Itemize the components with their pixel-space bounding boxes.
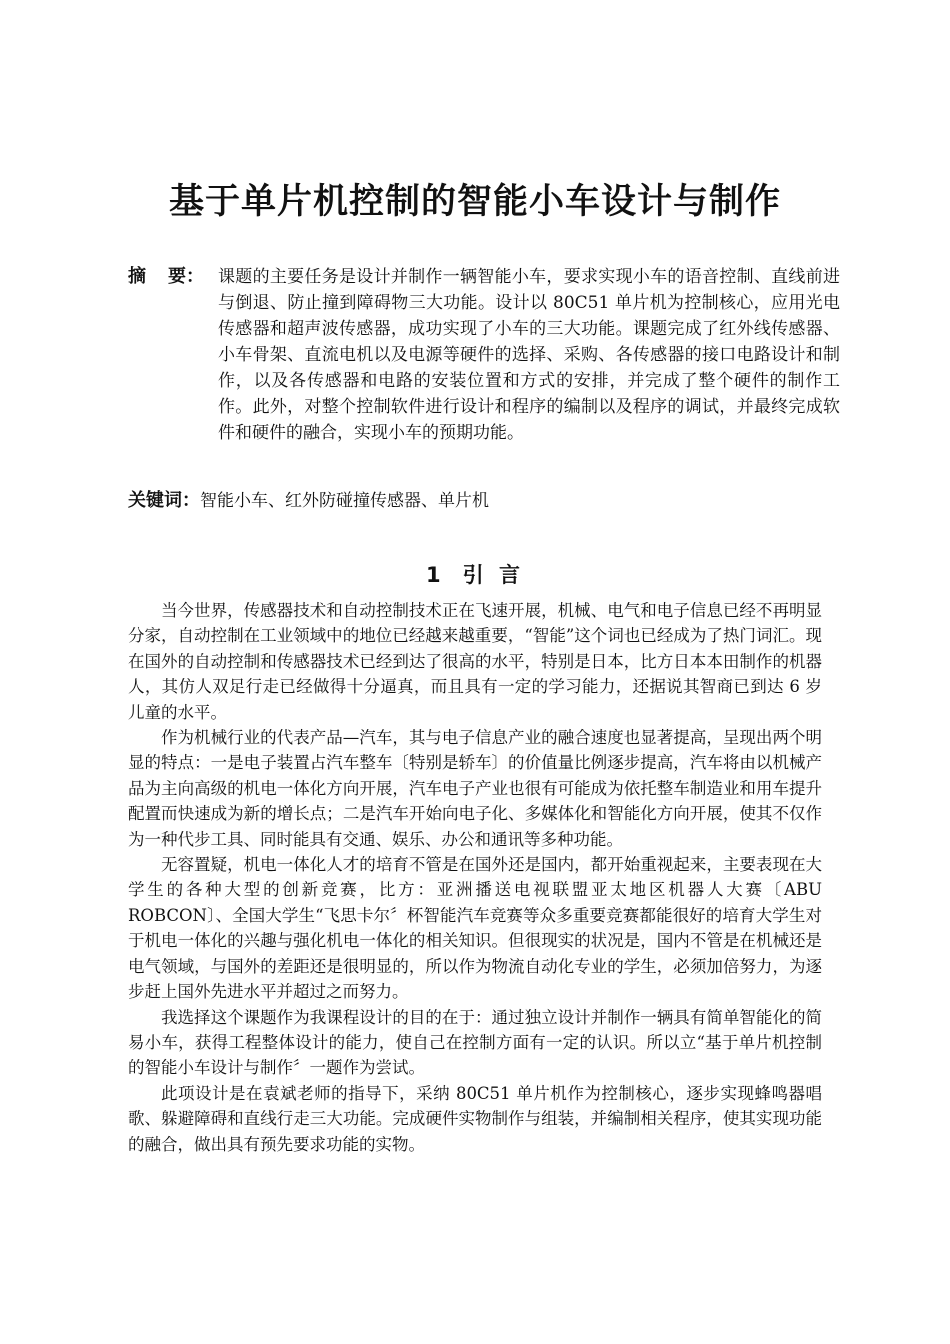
body-text (128, 598, 822, 1157)
keywords-text: 智能小车、红外防碰撞传感器、单片机 (200, 491, 489, 511)
document-title: 基于单片机控制的智能小车设计与制作 (168, 182, 781, 222)
section-heading (0, 560, 950, 590)
abstract-label-char-2: 要 (168, 266, 186, 287)
paragraph-4: 我选择这个课题作为我课程设计的目的在于：通过独立设计并制作一辆具有简单智能化的简易小车，获得工程整体设计的能力，使自己在控制方面有一定的认识。所以立“基于单片机控制的智能小车设计与制作〞一题作为尝试。 (128, 1007, 822, 1078)
section-number: 1 (426, 563, 445, 587)
keywords-line (128, 487, 840, 515)
abstract-label (128, 263, 214, 291)
abstract-label-colon: ： (186, 266, 204, 287)
keywords-label: 关键词： (128, 490, 200, 511)
paragraph-5: 此项设计是在袁斌老师的指导下，采纳 80C51 单片机作为控制核心，逐步实现蜂鸣器唱歌、躲避障碍和直线行走三大功能。完成硬件实物制作与组装，并编制相关程序，使其实现功能的融合，做出具有预先要求功能的实物。 (128, 1083, 822, 1154)
paragraph-3: 无容置疑，机电一体化人才的培育不管是在国外还是国内，都开始重视起来，主要表现在大学生的各种大型的创新竞赛，比方：亚洲播送电视联盟亚太地区机器人大赛〔ABU ROBCON〕、全国大学生“飞思卡尔〞杯智能汽车竞赛等众多重要竞赛都能很好的培育大学生对于机电一体化的兴趣与强化机电一体化的相关知识。但很现实的状况是，国内不管是在机械还是电气领域，与国外的差距还是很明显的，所以作为物流自动化专业的学生，必须加倍努力，为逐步赶上国外先进水平并超过之而努力。 (128, 855, 822, 1002)
abstract-text: 课题的主要任务是设计并制作一辆智能小车，要求实现小车的语音控制、直线前进与倒退、防止撞到障碍物三大功能。设计以 80C51 单片机为控制核心，应用光电传感器和超声波传感器，成功实现了小车的三大功能。课题完成了红外线传感器、小车骨架、直流电机以及电源等硬件的选择、采购、各传感器的接口电路设计和制作，以及各传感器和电路的安装位置和方式的安排，并完成了整个硬件的制作工作。此外，对整个控制软件进行设计和程序的编制以及程序的调试，并最终完成软件和硬件的融合，实现小车的预期功能。 (218, 267, 840, 443)
paragraph-2: 作为机械行业的代表产品—汽车，其与电子信息产业的融合速度也显著提高，呈现出两个明显的特点：一是电子装置占汽车整车〔特别是轿车〕的价值量比例逐步提高，汽车将由以机械产品为主向高级的机电一体化方向开展，汽车电子产业也很有可能成为依托整车制造业和用车提升配置而快速成为新的增长点；二是汽车开始向电子化、多媒体化和智能化方向开展，使其不仅作为一种代步工具、同时能具有交通、娱乐、办公和通讯等多种功能。 (128, 728, 822, 849)
abstract-section (128, 263, 840, 446)
paragraph-1: 当今世界，传感器技术和自动控制技术正在飞速开展，机械、电气和电子信息已经不再明显分家，自动控制在工业领域中的地位已经越来越重要，“智能”这个词也已经成为了热门词汇。现在国外的自动控制和传感器技术已经到达了很高的水平，特别是日本，比方日本本田制作的机器人，其仿人双足行走已经做得十分逼真，而且具有一定的学习能力，还据说其智商已到达 6 岁儿童的水平。 (128, 601, 822, 722)
section-title: 引 言 (462, 563, 524, 587)
abstract-label-char-1: 摘 (128, 266, 146, 287)
